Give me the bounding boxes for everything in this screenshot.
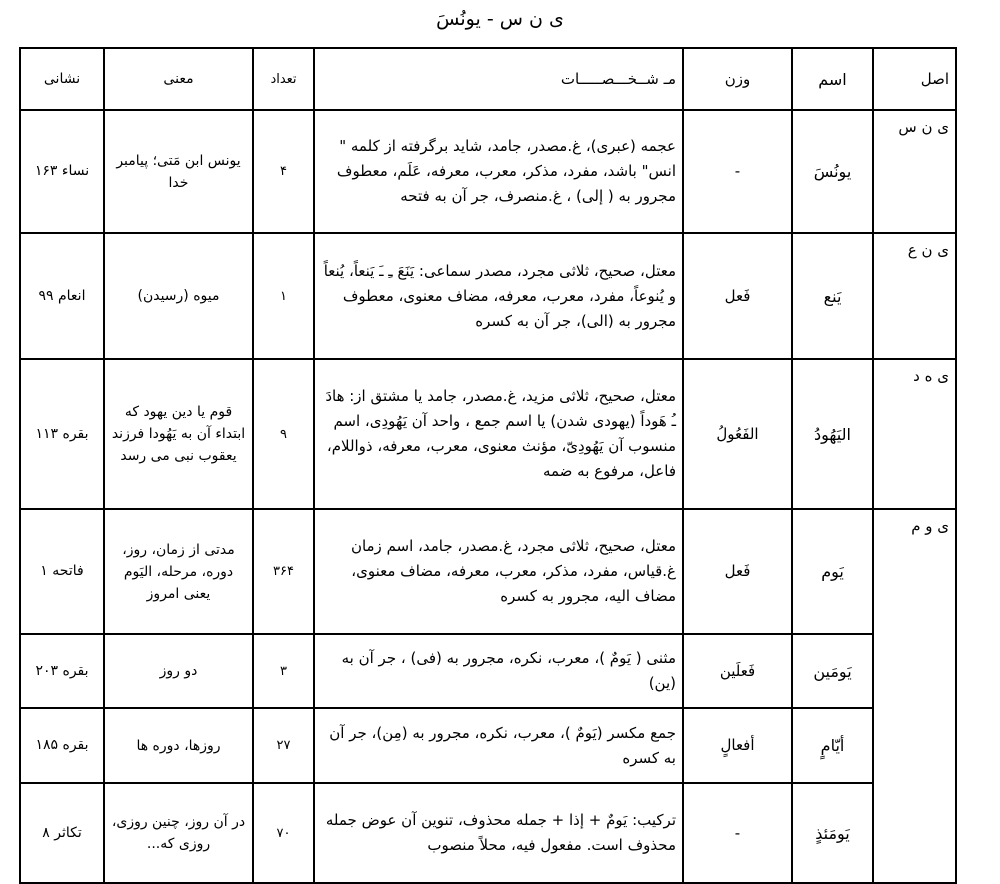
cell-desc: جمع مکسر (یَومٌ )، معرب، نکره، مجرور به (مِن)، جر آن به کسره [314,708,683,783]
header-asl: اصل [873,48,956,110]
cell-esm: یَومَین [792,634,873,708]
cell-esm: یَنع [792,233,873,359]
cell-neshani: انعام ۹۹ [20,233,104,359]
cell-neshani: فاتحه ۱ [20,509,104,634]
cell-asl: ی ن ع [873,233,956,359]
header-mana: معنی [104,48,253,110]
cell-count: ۷۰ [253,783,314,883]
cell-vazn: فَعل [683,233,792,359]
cell-mana: قوم یا دین یهود که ابتداء آن به یَهُودا فرزند یعقوب نبی می رسد [104,359,253,509]
cell-mana: میوه (رسیدن) [104,233,253,359]
cell-esm: أیّامٍ [792,708,873,783]
header-esm: اسم [792,48,873,110]
cell-vazn: الفَعُولُ [683,359,792,509]
cell-count: ۲۷ [253,708,314,783]
cell-neshani: بقره ۱۱۳ [20,359,104,509]
cell-vazn: فَعل [683,509,792,634]
table-row [20,783,956,883]
cell-asl: ی ه د [873,359,956,509]
page-title: ی ن س - یونُسَ [436,8,564,30]
header-neshani: نشانی [20,48,104,110]
cell-count: ۹ [253,359,314,509]
cell-desc: ترکیب: یَومٌ + إذا + جمله محذوف، تنوین آن عوض جمله محذوف است. مفعول فیه، محلاً منصوب [314,783,683,883]
cell-desc: عجمه (عبری)، غ.مصدر، جامد، شاید برگرفته از کلمه " انس" باشد، مفرد، مذکر، معرب، معرفه، عَلَم، معطوف مجرور به ( إلی) ، غ.منصرف، جر آن به فتحه [314,110,683,233]
cell-asl: ی و م [873,509,956,883]
table-row [20,233,956,359]
cell-desc: معتل، صحیح، ثلاثی مجرد، مصدر سماعی: یَنَعَ ـِ ـَ یَنعاً، یُنعاً و یُنوعاً، مفرد، معرب، معرفه، مضاف معنوی، معطوف مجرور به (الی)، جر آن به کسره [314,233,683,359]
cell-desc: مثنی ( یَومٌ )، معرب، نکره، مجرور به (فی) ، جر آن به (ین) [314,634,683,708]
cell-esm: الیَهُودُ [792,359,873,509]
cell-mana: روزها، دوره ها [104,708,253,783]
cell-count: ۱ [253,233,314,359]
table-header-row [20,48,956,110]
cell-neshani: تکاثر ۸ [20,783,104,883]
cell-count: ۳ [253,634,314,708]
cell-count: ۳۶۴ [253,509,314,634]
cell-mana: یونس ابن مَتی؛ پیامبر خدا [104,110,253,233]
table-row [20,634,956,708]
header-moshakhasat: مـ شــخـــصـــــات [314,48,683,110]
table-row [20,509,956,634]
cell-desc: معتل، صحیح، ثلاثی مزید، غ.مصدر، جامد یا مشتق از: هادَ ـُ هَوداً (یهودی شدن) یا اسم جمع ، واحد آن یَهُودِی، اسم منسوب آن یَهُودِیّ، مؤنث معنوی، معرب، معرفه، ذواللام، فاعل، مرفوع به ضمه [314,359,683,509]
cell-neshani: بقره ۲۰۳ [20,634,104,708]
word-table [19,47,957,884]
cell-vazn: أفعالٍ [683,708,792,783]
cell-count: ۴ [253,110,314,233]
cell-desc: معتل، صحیح، ثلاثی مجرد، غ.مصدر، جامد، اسم زمان غ.قیاس، مفرد، مذکر، معرب، معرفه، مضاف معنوی، مضاف الیه، مجرور به کسره [314,509,683,634]
cell-vazn: - [683,783,792,883]
header-tedad: تعداد [253,48,314,110]
header-vazn: وزن [683,48,792,110]
cell-mana: مدتی از زمان، روز، دوره، مرحله، الیَوم یعنی امروز [104,509,253,634]
cell-mana: دو روز [104,634,253,708]
cell-esm: یَوم [792,509,873,634]
cell-vazn: - [683,110,792,233]
cell-vazn: فَعلَین [683,634,792,708]
cell-neshani: نساء ۱۶۳ [20,110,104,233]
cell-mana: در آن روز، چنین روزی، روزی که... [104,783,253,883]
table-row [20,359,956,509]
table-row [20,708,956,783]
cell-neshani: بقره ۱۸۵ [20,708,104,783]
table-row [20,110,956,233]
cell-esm: یَومَئذٍ [792,783,873,883]
cell-esm: یونُسَ [792,110,873,233]
cell-asl: ی ن س [873,110,956,233]
